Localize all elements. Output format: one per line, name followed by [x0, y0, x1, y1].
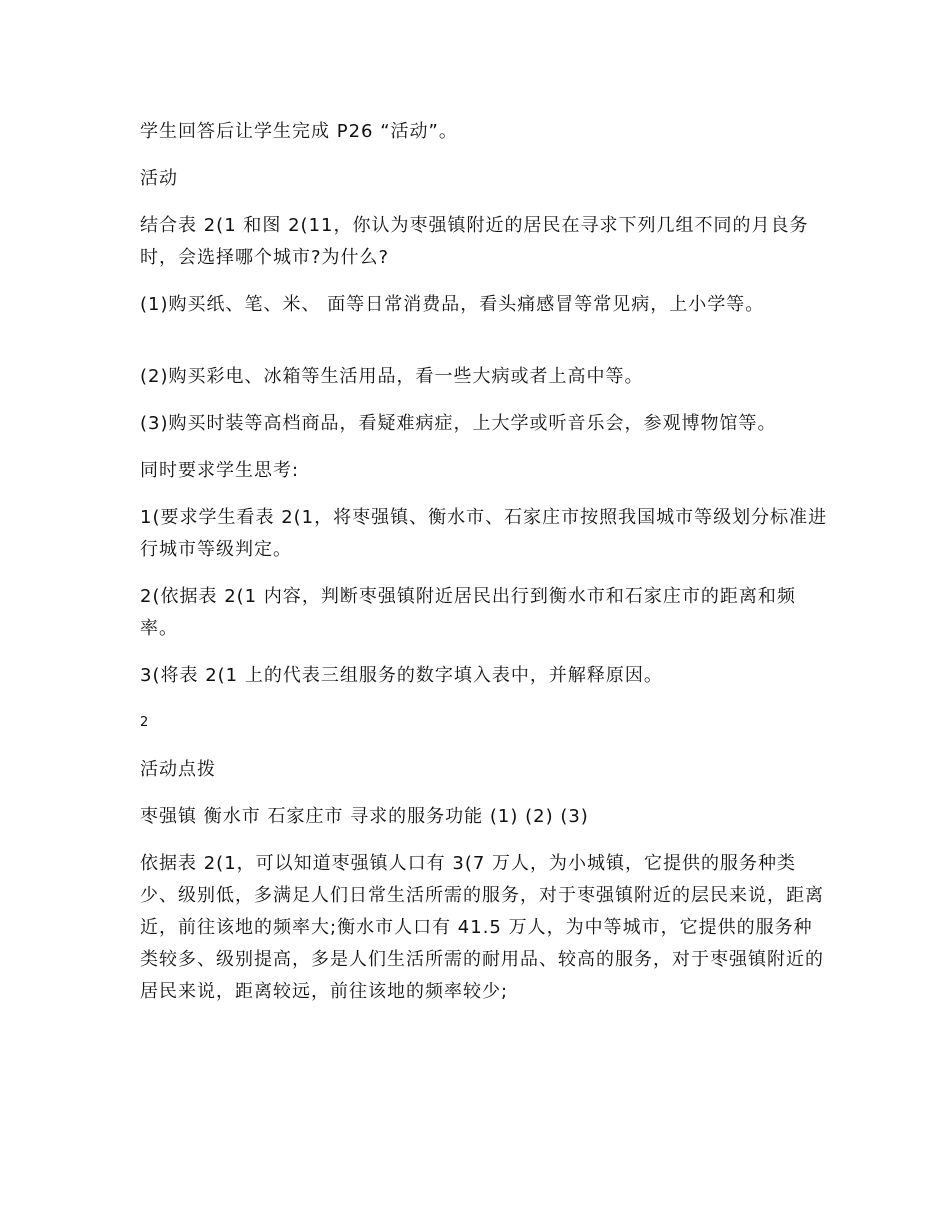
intro-instruction: 学生回答后让学生完成 P26 “活动”。	[140, 121, 458, 142]
activity-heading: 活动	[140, 168, 178, 189]
option-2: (2)购买彩电、冰箱等生活用品，看一些大病或者上高中等。	[140, 366, 644, 387]
option-3: (3)购买时装等高档商品，看疑难病症，上大学或听音乐会，参观博物馆等。	[140, 413, 777, 434]
think-prompt: 同时要求学生思考:	[140, 460, 300, 481]
option-1: (1)购买纸、笔、米、 面等日常消费品，看头痛感冒等常见病，上小学等。	[140, 294, 765, 315]
page-number: 2	[140, 715, 150, 730]
explanation-paragraph: 依据表 2(1，可以知道枣强镇人口有 3(7 万人，为小城镇，它提供的服务种类少、级别低，多满足人们日常生活所需的服务，对于枣强镇附近的层民来说，距离近，前往该地的频率大;衡水市人口有 41.5 万人，为中等城市，它提供的服务种类较多、级别提高，多是人们生活所需的耐用品、较高的服务，对于枣强镇附近的居民来说，距离较远，前往该地的频率较少;	[140, 853, 824, 1002]
think-item-1: 1(要求学生看表 2(1，将枣强镇、衡水市、石家庄市按照我国城市等级划分标准进行城市等级判定。	[140, 507, 828, 560]
think-item-2: 2(依据表 2(1 内容，判断枣强镇附近居民出行到衡水市和石家庄市的距离和频率。	[140, 586, 796, 639]
table-header-row: 枣强镇 衡水市 石家庄市 寻求的服务功能 (1) (2) (3)	[140, 806, 589, 827]
document-body	[140, 116, 830, 1023]
think-item-3: 3(将表 2(1 上的代表三组服务的数字填入表中，并解释原因。	[140, 665, 663, 686]
activity-tips-heading: 活动点拨	[140, 759, 216, 780]
activity-question: 结合表 2(1 和图 2(11，你认为枣强镇附近的居民在寻求下列几组不同的月良务时，会选择哪个城市?为什么?	[140, 215, 809, 268]
